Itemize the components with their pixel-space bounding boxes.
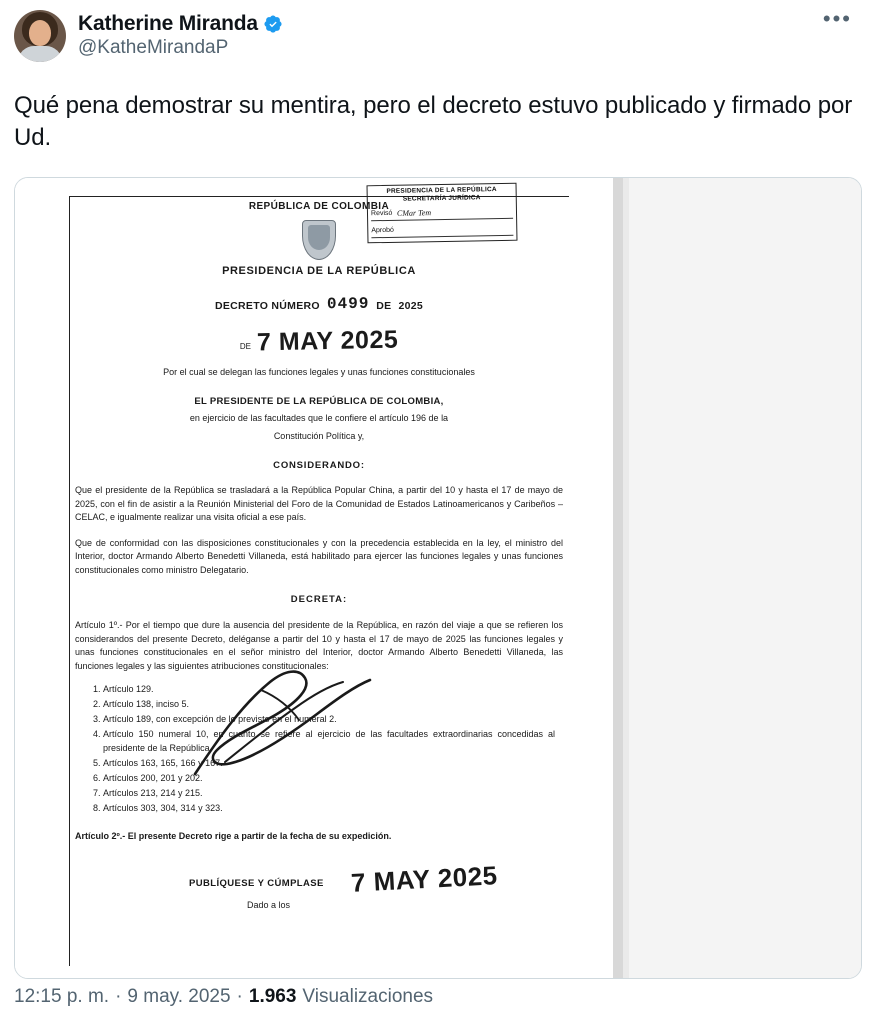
stamp-reviso-value: CMar Tem	[396, 208, 432, 218]
entity-heading: PRESIDENCIA DE LA REPÚBLICA	[222, 265, 416, 278]
tweet-footer	[14, 986, 433, 1008]
tweet-time: 12:15 p. m.	[14, 986, 110, 1007]
decree-year: 2025	[398, 300, 424, 313]
considerando-paragraph-1: Que el presidente de la República se trasladará a la República Popular China, a partir del 10 y hasta el 17 de mayo de 2025, con el fin de asistir a la Reunión Ministerial del Foro de la Comunidad de Estados Latinoamericanos y Caribeños – CELAC, e igualmente realizar una visita oficial a ese país.	[75, 485, 563, 523]
more-options-icon[interactable]: •••	[822, 6, 852, 31]
footer-separator-2: ·	[236, 986, 243, 1007]
tweet-text: Qué pena demostrar su mentira, pero el decreto estuvo publicado y firmado por Ud.	[14, 92, 853, 152]
coat-of-arms-icon	[302, 220, 336, 260]
articulo-1: Artículo 1º.- Por el tiempo que dure la ausencia del presidente de la República, en razón del viaje a que se refieren los considerandos del presente Decreto, deléganse a partir del 10 y hasta el 17 de mayo de 2025 las funciones legales y unas funciones constitucionales en el señor ministro del Interior, doctor Armando Alberto Benedetti Villaneda, las funciones legales y las siguientes atribuciones constitucionales:	[75, 620, 563, 671]
decree-date-prefix: DE	[239, 342, 251, 352]
tweet-header	[14, 6, 860, 74]
faculties-line-1: en ejercicio de las facultades que le confiere el artículo 196 de la	[189, 413, 449, 424]
decree-de-label: DE	[376, 300, 392, 313]
decree-number-row	[69, 294, 569, 317]
user-handle[interactable]: @KatheMirandaP	[78, 37, 229, 58]
signature-block	[69, 859, 569, 927]
views-count: 1.963	[248, 986, 297, 1007]
decree-number-value: 0499	[326, 294, 370, 314]
president-line: EL PRESIDENTE DE LA REPÚBLICA DE COLOMBIA,	[194, 395, 444, 407]
decree-page	[15, 178, 613, 978]
tweet-media-image[interactable]	[14, 177, 862, 979]
country-heading: REPÚBLICA DE COLOMBIA	[248, 200, 390, 212]
decree-number-label: DECRETO NÚMERO	[214, 300, 320, 313]
list-item: 2. Artículo 138, inciso 5.	[103, 698, 569, 712]
signature-date-stamp: 7 MAY 2025	[350, 859, 499, 898]
stamp-reviso-label: Revisó	[370, 209, 393, 218]
dado-a-los-label: Dado a los	[247, 899, 291, 910]
tweet-date: 9 may. 2025	[127, 986, 231, 1007]
views-label[interactable]: Visualizaciones	[302, 986, 434, 1007]
avatar-face	[29, 20, 51, 46]
display-name-row	[78, 12, 283, 36]
articulo-2: Artículo 2º.- El presente Decreto rige a partir de la fecha de su expedición.	[75, 830, 392, 841]
decree-date-stamp: 7 MAY 2025	[256, 325, 399, 357]
handwritten-signature-icon	[165, 666, 395, 786]
page-edge-shadow	[613, 178, 623, 978]
list-item: 6. Artículos 200, 201 y 202.	[103, 772, 569, 786]
footer-separator-1: ·	[115, 986, 122, 1007]
stamp-aprobo-label: Aprobó	[371, 226, 394, 235]
page-edge-highlight	[623, 178, 629, 978]
considerando-title: CONSIDERANDO:	[273, 459, 365, 471]
list-item: 5. Artículos 163, 165, 166 y 167.	[103, 757, 569, 771]
list-item: 4. Artículo 150 numeral 10, en cuanto se refiere al ejercicio de las facultades extraordinarias concedidas al presidente de la República.	[103, 728, 569, 756]
list-item: 7. Artículos 213, 214 y 215.	[103, 787, 569, 801]
author-names	[78, 10, 283, 59]
faculties-line-2: Constitución Política y,	[273, 430, 365, 441]
publiquese-label: PUBLÍQUESE Y CÚMPLASE	[189, 877, 324, 889]
decree-body	[69, 196, 569, 927]
stamp-line-1: PRESIDENCIA DE LA REPÚBLICA	[386, 185, 497, 195]
display-name[interactable]: Katherine Miranda	[78, 12, 258, 35]
stamp-line-2: SECRETARÍA JURÍDICA	[402, 194, 481, 203]
document-scan	[15, 178, 861, 978]
list-item: 8. Artículos 303, 304, 314 y 323.	[103, 802, 569, 816]
decreta-title: DECRETA:	[290, 594, 348, 606]
considerando-paragraph-2: Que de conformidad con las disposiciones constitucionales y con la precedencia establecida en la ley, el ministro del Interior, doctor Armando Alberto Benedetti Villaneda, está habilitado para ejercer las funciones legales y unas funciones constitucionales como ministro Delegatario.	[75, 537, 563, 575]
list-item: 1. Artículo 129.	[103, 683, 569, 697]
decree-subtitle: Por el cual se delegan las funciones legales y unas funciones constitucionales	[163, 366, 475, 377]
avatar-body	[18, 46, 62, 62]
verified-badge-icon	[263, 14, 283, 34]
avatar[interactable]	[14, 10, 66, 62]
list-item: 3. Artículo 189, con excepción de lo previsto en el numeral 2.	[103, 713, 569, 727]
decree-date-row	[69, 323, 569, 359]
